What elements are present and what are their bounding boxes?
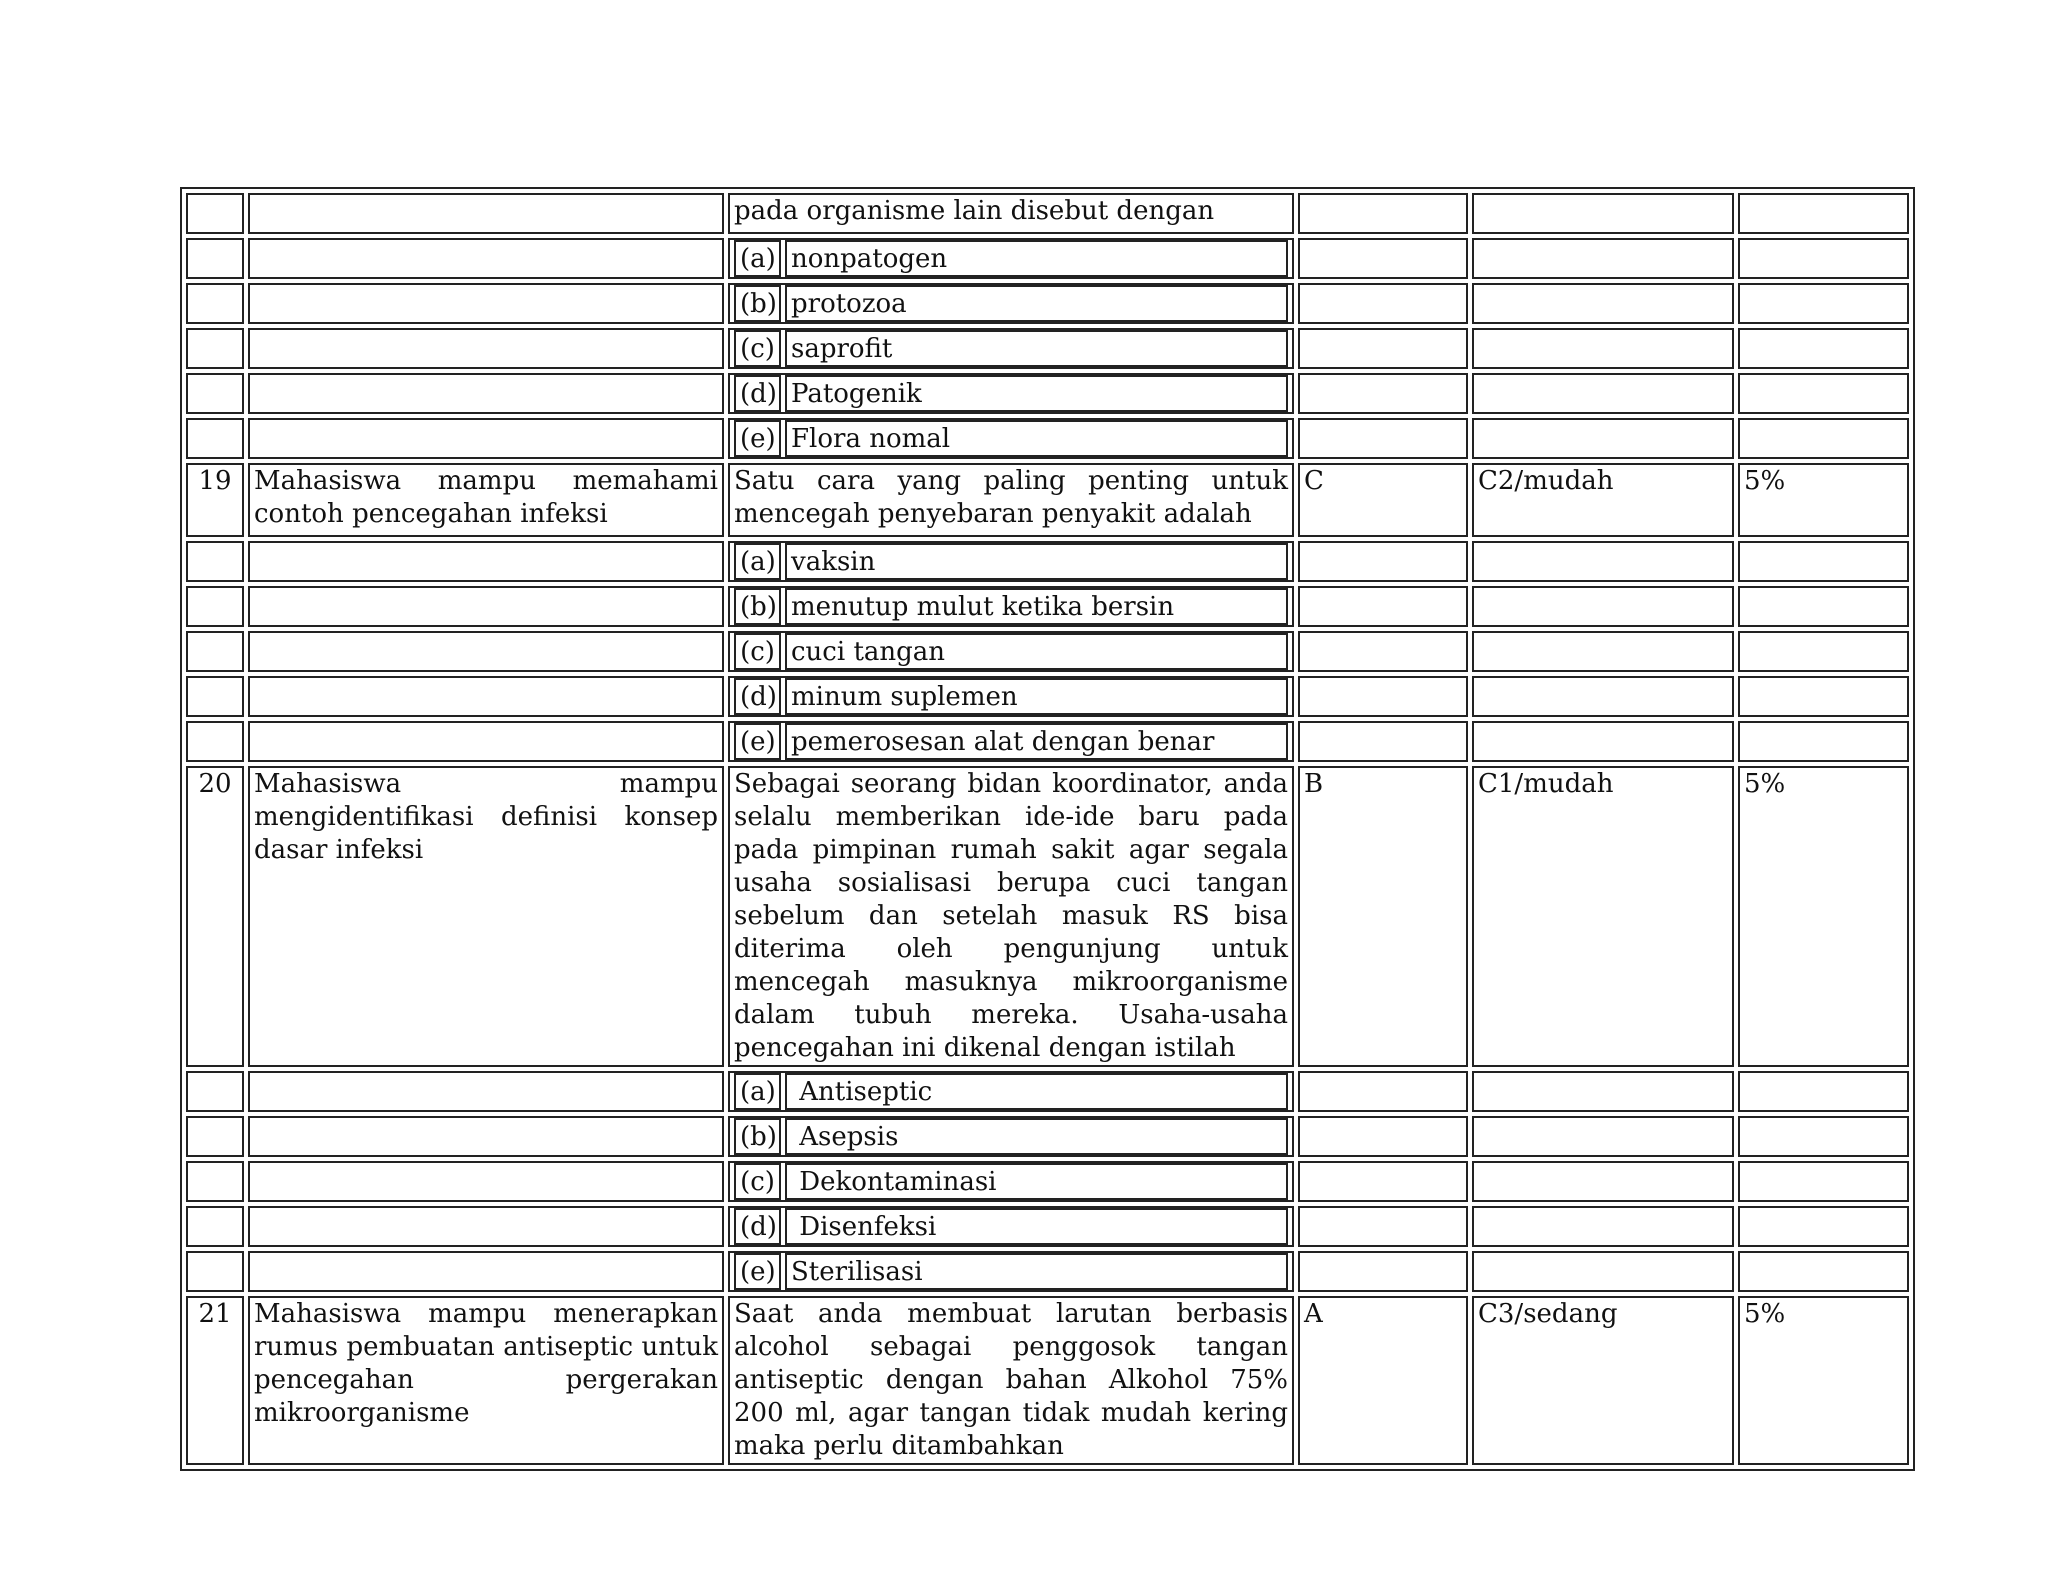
number-cell [186, 418, 244, 459]
answer-key-cell [1298, 1116, 1468, 1157]
cognitive-level-cell [1472, 721, 1734, 762]
option-letter: (c) [734, 1163, 781, 1200]
objective-cell [248, 1161, 724, 1202]
weight-cell [1738, 1071, 1909, 1112]
option-letter: (b) [734, 1118, 781, 1155]
option-cell [728, 418, 1294, 459]
option-cell [728, 238, 1294, 279]
option-letter: (d) [734, 678, 781, 715]
answer-key: C [1298, 463, 1468, 537]
option-text: Antiseptic [785, 1073, 1288, 1110]
weight-cell [1738, 541, 1909, 582]
answer-key-cell [1298, 1161, 1468, 1202]
option-letter: (e) [734, 723, 781, 760]
table-row [186, 1116, 1909, 1157]
table-row [186, 1296, 1909, 1465]
question-text: Satu cara yang paling penting untuk mencegah penyebaran penyakit adalah [728, 463, 1294, 537]
weight: 5% [1738, 766, 1909, 1067]
answer-key-cell [1298, 676, 1468, 717]
option-cell [728, 631, 1294, 672]
option-letter: (a) [734, 543, 781, 580]
item-number: 19 [186, 463, 244, 537]
answer-key-cell [1298, 1251, 1468, 1292]
weight: 5% [1738, 1296, 1909, 1465]
option-cell [728, 283, 1294, 324]
table-row [186, 193, 1909, 234]
option-wrap [734, 240, 1288, 277]
cognitive-level: C3/sedang [1472, 1296, 1734, 1465]
option-text: nonpatogen [785, 240, 1288, 277]
number-cell [186, 1071, 244, 1112]
objective-cell [248, 328, 724, 369]
option-wrap [734, 285, 1288, 322]
option-wrap [734, 330, 1288, 367]
objective-cell [248, 193, 724, 234]
weight-cell [1738, 193, 1909, 234]
objective-cell [248, 238, 724, 279]
option-text: Disenfeksi [785, 1208, 1288, 1245]
weight-cell [1738, 238, 1909, 279]
learning-objective: Mahasiswa mampu menerapkan rumus pembuatan antiseptic untuk pencegahan pergerakan mikroorganisme [248, 1296, 724, 1465]
weight-cell [1738, 586, 1909, 627]
number-cell [186, 676, 244, 717]
option-wrap [734, 723, 1288, 760]
option-wrap [734, 633, 1288, 670]
option-cell [728, 676, 1294, 717]
item-number: 21 [186, 1296, 244, 1465]
option-letter: (e) [734, 1253, 781, 1290]
table-row [186, 328, 1909, 369]
option-cell [728, 1071, 1294, 1112]
option-text: Asepsis [785, 1118, 1288, 1155]
objective-cell [248, 676, 724, 717]
option-wrap [734, 678, 1288, 715]
objective-cell [248, 418, 724, 459]
weight-cell [1738, 1206, 1909, 1247]
cognitive-level-cell [1472, 373, 1734, 414]
weight-cell [1738, 1161, 1909, 1202]
option-wrap [734, 543, 1288, 580]
cognitive-level-cell [1472, 1071, 1734, 1112]
table-row [186, 1071, 1909, 1112]
objective-cell [248, 631, 724, 672]
table-row [186, 586, 1909, 627]
option-text: Flora nomal [785, 420, 1288, 457]
cognitive-level-cell [1472, 418, 1734, 459]
number-cell [186, 586, 244, 627]
objective-cell [248, 541, 724, 582]
option-cell [728, 373, 1294, 414]
table-row [186, 721, 1909, 762]
table-row [186, 1206, 1909, 1247]
number-cell [186, 238, 244, 279]
answer-key: B [1298, 766, 1468, 1067]
question-grid-table [180, 187, 1915, 1471]
objective-cell [248, 373, 724, 414]
option-cell [728, 1161, 1294, 1202]
table-row [186, 766, 1909, 1067]
answer-key-cell [1298, 631, 1468, 672]
weight-cell [1738, 418, 1909, 459]
cognitive-level-cell [1472, 283, 1734, 324]
table-row [186, 676, 1909, 717]
learning-objective: Mahasiswa mampu mengidentifikasi definisi konsep dasar infeksi [248, 766, 724, 1067]
option-text: cuci tangan [785, 633, 1288, 670]
number-cell [186, 283, 244, 324]
cognitive-level-cell [1472, 193, 1734, 234]
cognitive-level-cell [1472, 1116, 1734, 1157]
option-text: Dekontaminasi [785, 1163, 1288, 1200]
number-cell [186, 328, 244, 369]
number-cell [186, 631, 244, 672]
option-wrap [734, 588, 1288, 625]
answer-key-cell [1298, 238, 1468, 279]
answer-key-cell [1298, 586, 1468, 627]
number-cell [186, 1161, 244, 1202]
question-text: pada organisme lain disebut dengan [728, 193, 1294, 234]
number-cell [186, 1251, 244, 1292]
objective-cell [248, 1116, 724, 1157]
question-text: Saat anda membuat larutan berbasis alcohol sebagai penggosok tangan antiseptic dengan bahan Alkohol 75% 200 ml, agar tangan tidak mudah kering maka perlu ditambahkan [728, 1296, 1294, 1465]
answer-key-cell [1298, 1206, 1468, 1247]
option-text: pemerosesan alat dengan benar [785, 723, 1288, 760]
table-row [186, 238, 1909, 279]
option-wrap [734, 1208, 1288, 1245]
table-row [186, 463, 1909, 537]
option-text: Patogenik [785, 375, 1288, 412]
cognitive-level-cell [1472, 1161, 1734, 1202]
answer-key-cell [1298, 721, 1468, 762]
number-cell [186, 1116, 244, 1157]
option-wrap [734, 420, 1288, 457]
answer-key-cell [1298, 373, 1468, 414]
cognitive-level-cell [1472, 238, 1734, 279]
option-text: menutup mulut ketika bersin [785, 588, 1288, 625]
objective-cell [248, 721, 724, 762]
table-row [186, 1161, 1909, 1202]
option-letter: (b) [734, 588, 781, 625]
option-wrap [734, 1253, 1288, 1290]
objective-cell [248, 1206, 724, 1247]
option-text: vaksin [785, 543, 1288, 580]
answer-key-cell [1298, 193, 1468, 234]
table-row [186, 541, 1909, 582]
weight-cell [1738, 328, 1909, 369]
option-wrap [734, 375, 1288, 412]
option-cell [728, 328, 1294, 369]
cognitive-level: C2/mudah [1472, 463, 1734, 537]
weight: 5% [1738, 463, 1909, 537]
option-cell [728, 1251, 1294, 1292]
cognitive-level-cell [1472, 328, 1734, 369]
answer-key: A [1298, 1296, 1468, 1465]
option-letter: (d) [734, 1208, 781, 1245]
question-text: Sebagai seorang bidan koordinator, anda selalu memberikan ide-ide baru pada pada pimpinan rumah sakit agar segala usaha sosialisasi berupa cuci tangan sebelum dan setelah masuk RS bisa diterima oleh pengunjung untuk mencegah masuknya mikroorganisme dalam tubuh mereka. Usaha-usaha pencegahan ini dikenal dengan istilah [728, 766, 1294, 1067]
answer-key-cell [1298, 541, 1468, 582]
table-row [186, 631, 1909, 672]
cognitive-level: C1/mudah [1472, 766, 1734, 1067]
objective-cell [248, 1251, 724, 1292]
option-cell [728, 721, 1294, 762]
option-letter: (d) [734, 375, 781, 412]
weight-cell [1738, 631, 1909, 672]
weight-cell [1738, 1251, 1909, 1292]
option-letter: (e) [734, 420, 781, 457]
answer-key-cell [1298, 418, 1468, 459]
cognitive-level-cell [1472, 1206, 1734, 1247]
option-letter: (c) [734, 633, 781, 670]
question-grid-body [186, 193, 1909, 1465]
option-cell [728, 1206, 1294, 1247]
option-letter: (c) [734, 330, 781, 367]
option-cell [728, 1116, 1294, 1157]
answer-key-cell [1298, 328, 1468, 369]
cognitive-level-cell [1472, 586, 1734, 627]
number-cell [186, 721, 244, 762]
objective-cell [248, 586, 724, 627]
option-letter: (a) [734, 240, 781, 277]
option-cell [728, 541, 1294, 582]
learning-objective: Mahasiswa mampu memahami contoh pencegahan infeksi [248, 463, 724, 537]
option-wrap [734, 1118, 1288, 1155]
number-cell [186, 1206, 244, 1247]
item-number: 20 [186, 766, 244, 1067]
option-letter: (a) [734, 1073, 781, 1110]
table-row [186, 373, 1909, 414]
weight-cell [1738, 721, 1909, 762]
number-cell [186, 373, 244, 414]
table-row [186, 418, 1909, 459]
number-cell [186, 541, 244, 582]
option-text: minum suplemen [785, 678, 1288, 715]
weight-cell [1738, 1116, 1909, 1157]
table-row [186, 283, 1909, 324]
answer-key-cell [1298, 1071, 1468, 1112]
option-cell [728, 586, 1294, 627]
answer-key-cell [1298, 283, 1468, 324]
weight-cell [1738, 676, 1909, 717]
cognitive-level-cell [1472, 1251, 1734, 1292]
option-wrap [734, 1073, 1288, 1110]
weight-cell [1738, 373, 1909, 414]
option-wrap [734, 1163, 1288, 1200]
cognitive-level-cell [1472, 676, 1734, 717]
cognitive-level-cell [1472, 541, 1734, 582]
table-row [186, 1251, 1909, 1292]
cognitive-level-cell [1472, 631, 1734, 672]
option-letter: (b) [734, 285, 781, 322]
number-cell [186, 193, 244, 234]
objective-cell [248, 283, 724, 324]
objective-cell [248, 1071, 724, 1112]
option-text: Sterilisasi [785, 1253, 1288, 1290]
option-text: saprofit [785, 330, 1288, 367]
option-text: protozoa [785, 285, 1288, 322]
weight-cell [1738, 283, 1909, 324]
